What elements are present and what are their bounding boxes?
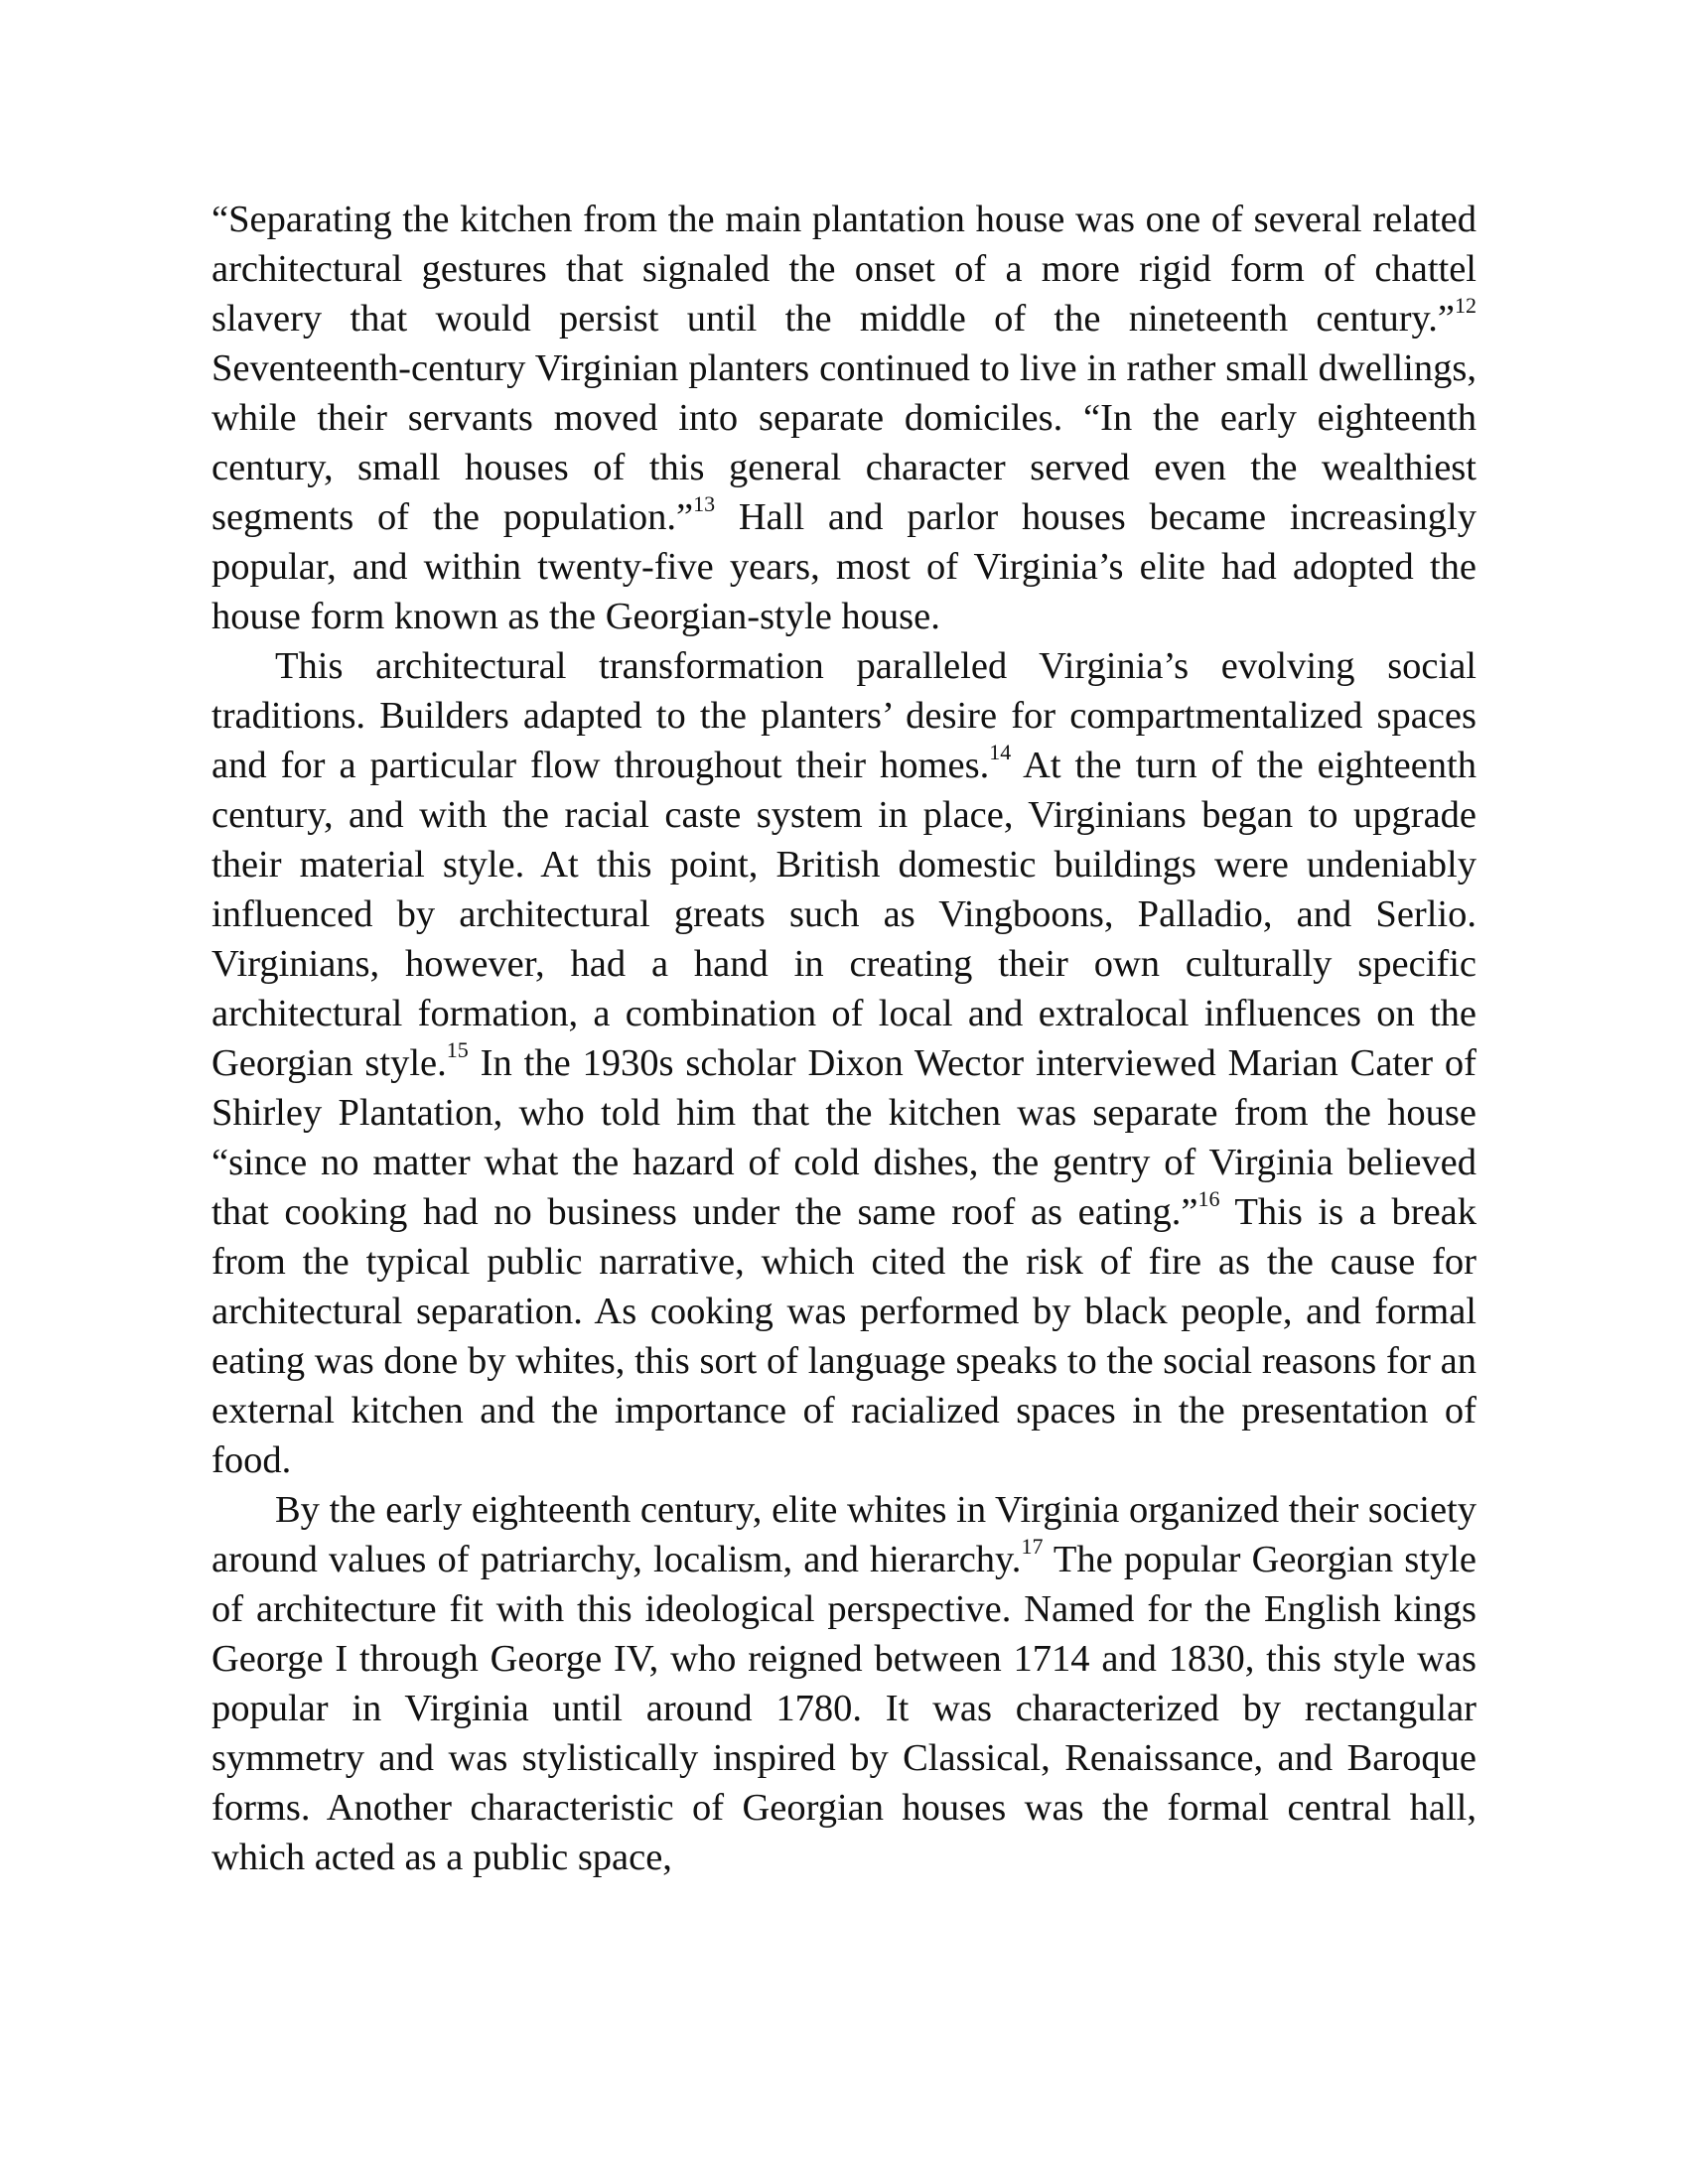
footnote-ref-15[interactable]: 15 — [446, 1037, 469, 1063]
paragraph-text: Seventeenth-century Virginian planters continued to live in rather small dwellings, while their servants moved into separate domiciles. “In the early eighteenth century, small houses of this general character served even the wealthiest segments of the population.” — [211, 347, 1477, 538]
paragraph-1 — [211, 195, 1477, 641]
footnote-ref-17[interactable]: 17 — [1021, 1534, 1044, 1560]
paragraph-text: The popular Georgian style of architecture fit with this ideological perspective. Named for the English kings George I through George IV, who reigned between 1714 and 1830, this style was popular in Virginia until around 1780. It was characterized by rectangular symmetry and was stylistically inspired by Classical, Renaissance, and Baroque forms. Another characteristic of Georgian houses was the formal central hall, which acted as a public space, — [211, 1539, 1477, 1878]
paragraph-3 — [211, 1485, 1477, 1882]
paragraph-text: At the turn of the eighteenth century, and with the racial caste system in place, Virginians began to upgrade their material style. At this point, British domestic buildings were undeniably influenced by architectural greats such as Vingboons, Palladio, and Serlio. Virginians, however, had a hand in creating their own culturally specific architectural formation, a combination of local and extralocal influences on the Georgian style. — [211, 745, 1477, 1084]
paragraph-text: By the early eighteenth century, elite whites in Virginia organized their society around values of patriarchy, localism, and hierarchy. — [211, 1489, 1477, 1580]
paragraph-text: This is a break from the typical public narrative, which cited the risk of fire as the cause for architectural separation. As cooking was performed by black people, and formal eating was done by whites, this sort of language speaks to the social reasons for an external kitchen and the importance of racialized spaces in the presentation of food. — [211, 1191, 1477, 1481]
paragraph-text: Hall and parlor houses became increasingly popular, and within twenty-five years, most of Virginia’s elite had adopted the house form known as the Georgian-style house. — [211, 496, 1477, 637]
footnote-ref-13[interactable]: 13 — [693, 491, 716, 517]
footnote-ref-12[interactable]: 12 — [1455, 293, 1477, 319]
paragraph-2 — [211, 641, 1477, 1485]
paragraph-text: In the 1930s scholar Dixon Wector interviewed Marian Cater of Shirley Plantation, who told him that the kitchen was separate from the house “since no matter what the hazard of cold dishes, the gentry of Virginia believed that cooking had no business under the same roof as eating.” — [211, 1042, 1477, 1233]
footnote-ref-14[interactable]: 14 — [989, 740, 1012, 765]
footnote-ref-16[interactable]: 16 — [1197, 1186, 1220, 1212]
paragraph-text: “Separating the kitchen from the main plantation house was one of several related architectural gestures that signaled the onset of a more rigid form of chattel slavery that would persist until the middle of the nineteenth century.” — [211, 199, 1477, 340]
paragraph-text: This architectural transformation paralleled Virginia’s evolving social traditions. Builders adapted to the planters’ desire for compartmentalized spaces and for a particular flow throughout their homes. — [211, 645, 1477, 786]
document-page — [211, 195, 1477, 1882]
